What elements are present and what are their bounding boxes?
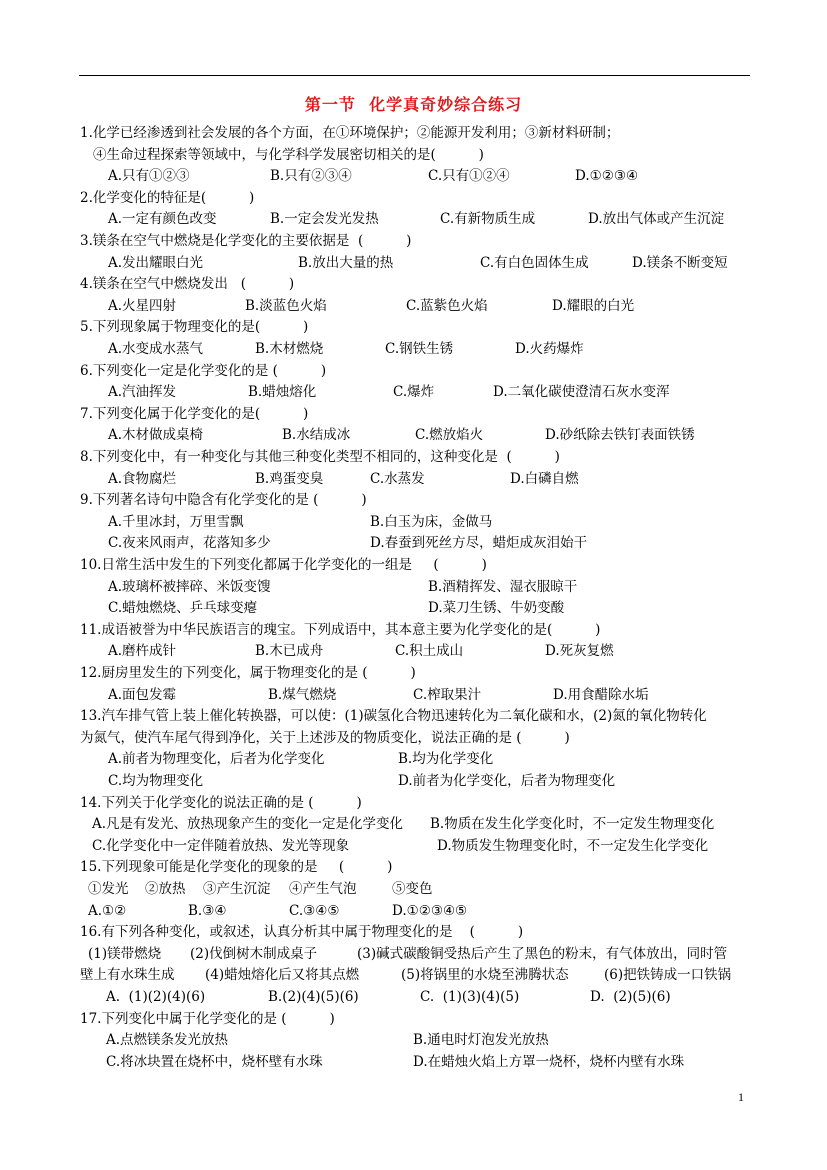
option-text: ④产生气泡 [289,881,357,897]
option-text: D.在蜡烛火焰上方罩一烧杯，烧杯内壁有水珠 [413,1053,685,1070]
option-text: B.鸡蛋变臭 [255,470,324,487]
line-text: A.玻璃杯被摔碎、米饭变馊 [108,578,271,595]
page-number: 1 [738,1090,744,1104]
line-text: 9.下列著名诗句中隐含有化学变化的是 ( ) [80,492,367,509]
option-text: C.有白色固体生成 [480,254,589,271]
line-text: 15.下列现象可能是化学变化的现象的是 ( ) [80,859,393,876]
option-text: B.均为化学变化 [398,751,494,768]
line-text: 1.化学已经渗透到社会发展的各个方面，在①环境保护；②能源开发利用；③新材料研制； [80,125,620,141]
option-text: (4)蜡烛熔化后又将其点燃 [205,967,360,984]
line-text: 3.镁条在空气中燃烧是化学变化的主要依据是 ( ) [80,233,412,249]
option-text: B.淡蓝色火焰 [245,297,327,314]
option-text: ③产生沉淀 [203,881,271,897]
option-text: ⑤变色 [392,881,433,897]
line-text: 17.下列变化中属于化学变化的是 ( ) [80,1010,335,1027]
line-text: A.水变成水蒸气 [108,341,204,357]
line-text: 5.下列现象属于物理变化的是( ) [80,319,309,336]
line-text: 8.下列变化中，有一种变化与其他三种变化类型不相同的，这种变化是 ( ) [80,449,560,465]
option-text: B.放出大量的热 [298,254,394,271]
option-text: ②放热 [145,881,186,897]
line-text: 7.下列变化属于化学变化的是( ) [80,405,309,422]
option-text: C.只有①②④ [428,168,510,185]
line-text: C.均为物理变化 [108,773,204,789]
option-text: B.物质在发生化学变化时，不一定发生物理变化 [430,816,715,833]
option-text: B.水结成冰 [282,427,351,444]
line-text: 16.有下列各种变化，或叙述，认真分析其中属于物理变化的是 ( ) [80,924,524,941]
option-text: D.二氧化碳使澄清石灰水变浑 [493,384,670,401]
line-text: C.蜡烛燃烧、乒乓球变瘪 [108,600,258,617]
option-text: B.通电时灯泡发光放热 [413,1032,549,1049]
option-text: D.放出气体或产生沉淀 [588,211,725,228]
line-text: 14.下列关于化学变化的说法正确的是 ( ) [80,794,362,811]
line-text: 10.日常生活中发生的下列变化都属于化学变化的一组是 ( ) [80,557,487,573]
header-rule [79,75,750,76]
line-text: A.面包发霉 [108,686,177,703]
option-text: B.木材燃烧 [255,341,324,357]
option-text: C.积土成山 [395,643,464,660]
option-text: (2)伐倒树木制成桌子 [190,945,318,962]
option-text: C.③④⑤ [289,902,340,919]
line-text: 11.成语被誉为中华民族语言的瑰宝。下列成语中，其本意主要为化学变化的是( ) [80,621,601,638]
option-text: D.耀眼的白光 [552,297,635,314]
line-text: A.千里冰封，万里雪飘 [108,513,244,530]
line-text: A.发出耀眼白光 [108,254,204,271]
option-text: C.蓝紫色火焰 [406,297,488,314]
option-text: B.煤气燃烧 [268,686,337,703]
option-text: D.①②③④ [575,168,639,185]
line-text: A. (1)(2)(4)(6) [106,989,206,1005]
line-text: A.一定有颜色改变 [108,211,217,228]
line-text: 6.下列变化一定是化学变化的是 ( ) [80,362,327,379]
option-text: D.用食醋除水垢 [553,686,649,703]
option-text: (5)将锅里的水烧至沸腾状态 [401,967,569,984]
option-text: D.砂纸除去铁钉表面铁锈 [545,427,695,444]
option-text: D.物质发生物理变化时，不一定发生化学变化 [437,837,709,854]
option-text: D.前者为化学变化，后者为物理变化 [398,773,616,789]
option-text: C.爆炸 [393,384,435,401]
line-text: 12.厨房里发生的下列变化，属于物理变化的是 ( ) [80,665,416,681]
line-text: A.①② [88,902,127,919]
option-text: (3)碱式碳酸铜受热后产生了黑色的粉末，有气体放出，同时管 [357,945,728,962]
option-text: B.(2)(4)(5)(6) [268,989,359,1005]
option-text: B.③④ [188,902,227,919]
option-text: B.一定会发光发热 [270,211,379,228]
line-text: (1)镁带燃烧 [88,945,162,962]
option-text: D.菜刀生锈、牛奶变酸 [428,600,565,617]
option-text: C.水蒸发 [370,470,425,487]
line-text: A.点燃镁条发光放热 [106,1032,229,1049]
line-text: A.前者为物理变化，后者为化学变化 [108,751,325,768]
option-text: B.白玉为床，金做马 [370,513,493,530]
option-text: B.蜡烛熔化 [248,384,317,401]
option-text: B.木已成舟 [255,643,324,660]
option-text: D.白磷自燃 [510,470,579,487]
option-text: D.火药爆炸 [515,341,584,357]
option-text: D.死灰复燃 [545,643,614,660]
line-text: C.夜来风雨声，花落知多少 [108,535,271,552]
option-text: C.燃放焰火 [415,427,484,444]
line-text: A.磨杵成针 [108,643,177,660]
line-text: ④生命过程探索等领域中，与化学科学发展密切相关的是( ) [93,146,484,163]
option-text: C.钢铁生锈 [385,341,454,357]
option-text: D. (2)(5)(6) [590,989,671,1005]
line-text: A.木材做成桌椅 [108,427,204,444]
option-text: D.①②③④⑤ [392,902,468,919]
line-text: A.火星四射 [108,297,177,314]
line-text: A.汽油挥发 [108,384,177,401]
page-title: 第一节 化学真奇妙综合练习 [304,95,523,114]
line-text: C.化学变化中一定伴随着放热、发光等现象 [92,837,350,854]
line-text: 13.汽车排气管上装上催化转换器，可以使：(1)碳氢化合物迅速转化为二氧化碳和水，(2)氮的氧化物转化 [80,708,707,725]
line-text: ①发光 [88,881,129,897]
option-text: B.酒精挥发、湿衣服晾干 [428,578,578,595]
line-text: A.食物腐烂 [108,470,177,487]
option-text: D.春蚕到死丝方尽，蜡炬成灰泪始干 [370,535,588,552]
option-text: C.榨取果汁 [413,686,482,703]
option-text: B.只有②③④ [270,168,352,185]
line-text: C.将冰块置在烧杯中，烧杯壁有水珠 [106,1053,323,1070]
option-text: C. (1)(3)(4)(5) [420,989,520,1005]
line-text: 2.化学变化的特征是( ) [80,189,255,206]
option-text: (6)把铁铸成一口铁锅 [604,967,732,984]
option-text: D.镁条不断变短 [632,254,728,271]
line-text: 壁上有水珠生成 [80,967,175,984]
line-text: A.只有①②③ [108,168,190,185]
line-text: 为氮气，使汽车尾气得到净化，关于上述涉及的物质变化，说法正确的是 ( ) [80,729,570,746]
option-text: C.有新物质生成 [440,211,536,228]
line-text: 4.镁条在空气中燃烧发出 ( ) [80,276,295,293]
line-text: A.凡是有发光、放热现象产生的变化一定是化学变化 [92,816,404,833]
